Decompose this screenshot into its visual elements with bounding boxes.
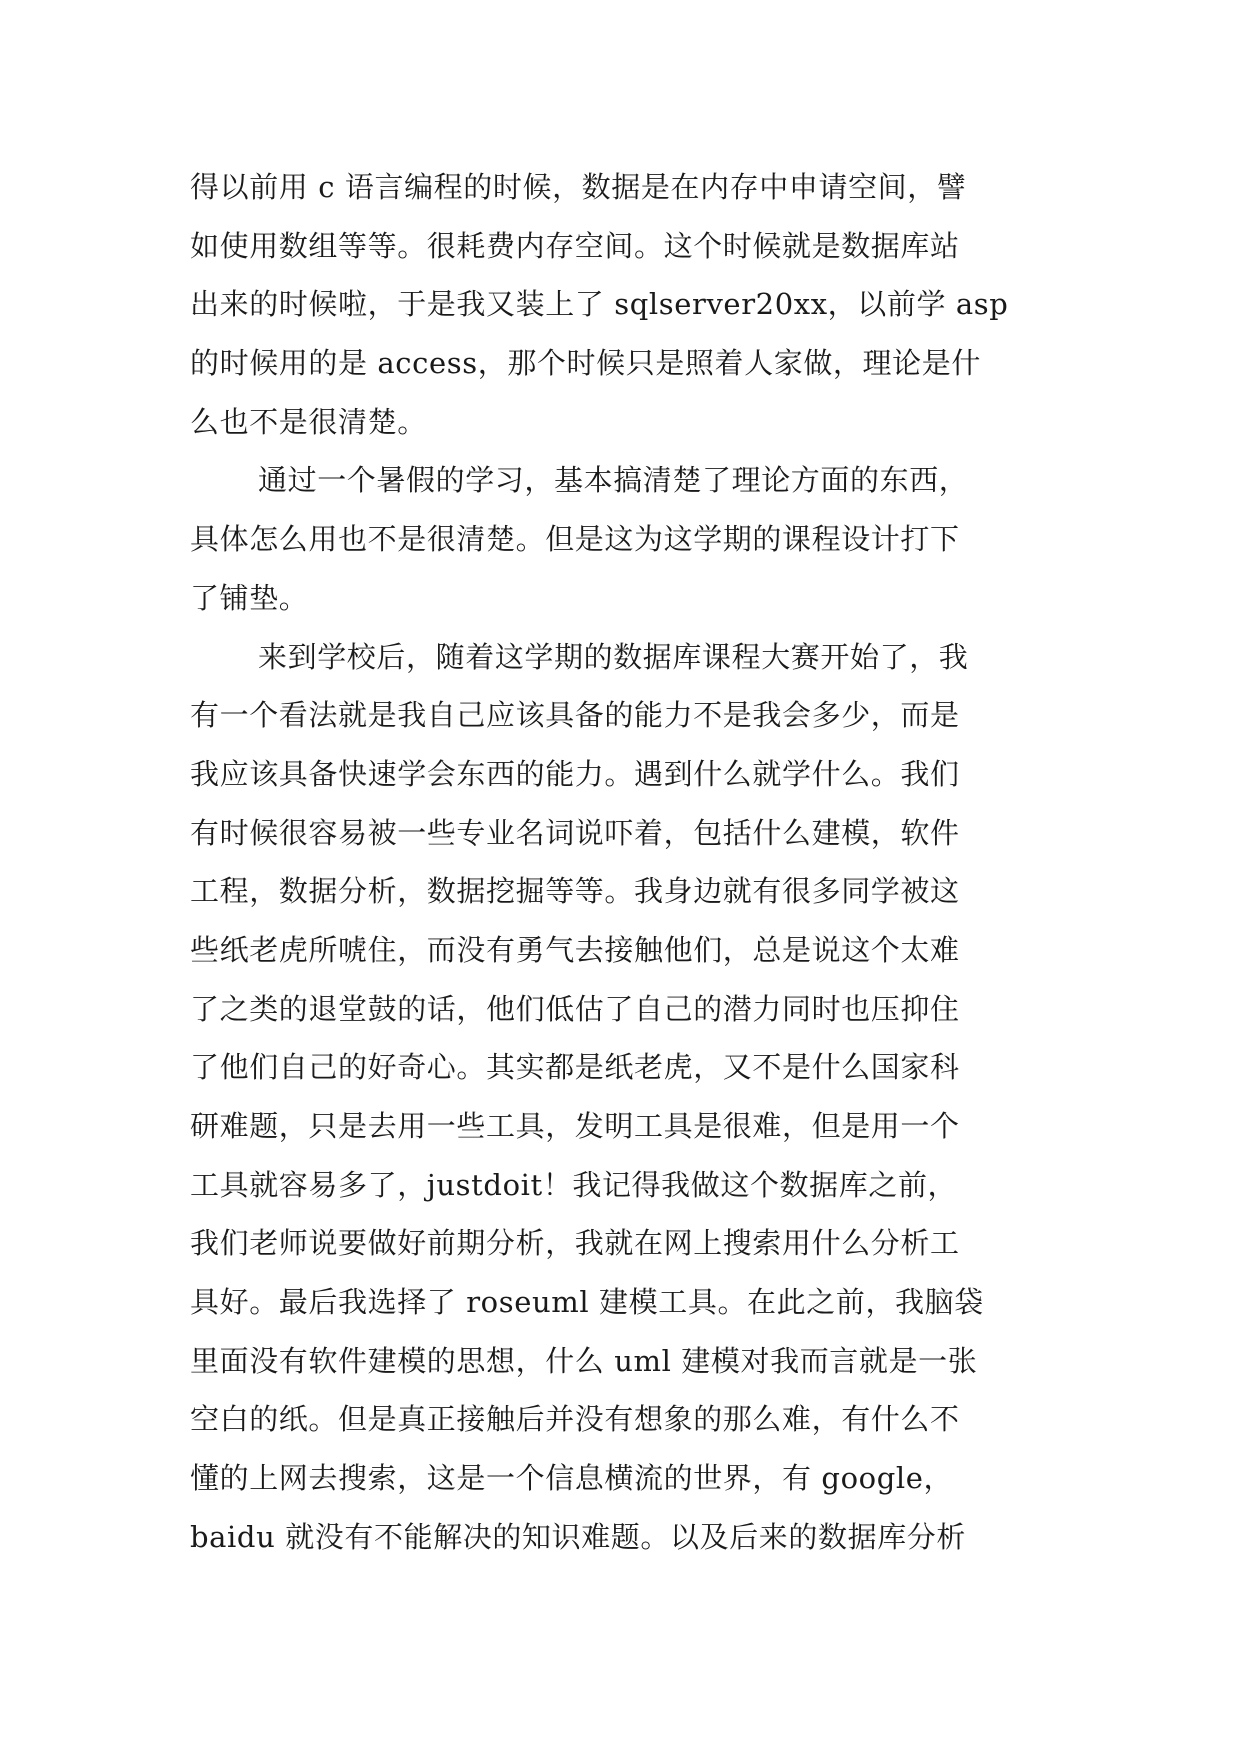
text-line: 了他们自己的好奇心。其实都是纸老虎，又不是什么国家科 [190, 1050, 960, 1085]
text-line: 空白的纸。但是真正接触后并没有想象的那么难，有什么不 [190, 1402, 960, 1437]
text-line: 工程，数据分析，数据挖掘等等。我身边就有很多同学被这 [190, 874, 960, 909]
text-line: 了之类的退堂鼓的话，他们低估了自己的潜力同时也压抑住 [190, 991, 960, 1026]
text-line-paragraph-start: 来到学校后，随着这学期的数据库课程大赛开始了，我 [258, 639, 969, 674]
text-line: 具好。最后我选择了 roseuml 建模工具。在此之前，我脑袋 [190, 1285, 984, 1320]
text-line: 里面没有软件建模的思想，什么 uml 建模对我而言就是一张 [190, 1343, 978, 1378]
text-line: baidu 就没有不能解决的知识难题。以及后来的数据库分析 [190, 1519, 966, 1554]
text-line: 些纸老虎所唬住，而没有勇气去接触他们，总是说这个太难 [190, 932, 960, 967]
text-line: 我们老师说要做好前期分析，我就在网上搜索用什么分析工 [190, 1226, 960, 1261]
text-line: 么也不是很清楚。 [190, 404, 427, 439]
text-line: 研难题，只是去用一些工具，发明工具是很难，但是用一个 [190, 1109, 960, 1143]
text-line: 懂的上网去搜索，这是一个信息横流的世界，有 google， [190, 1461, 954, 1496]
text-line: 有一个看法就是我自己应该具备的能力不是我会多少，而是 [190, 698, 960, 733]
text-line: 具体怎么用也不是很清楚。但是这为这学期的课程设计打下 [190, 522, 960, 557]
text-line: 如使用数组等等。很耗费内存空间。这个时候就是数据库站 [190, 228, 960, 263]
text-line: 出来的时候啦，于是我又装上了 sqlserver20xx，以前学 asp [190, 287, 1009, 322]
text-line: 得以前用 c 语言编程的时候，数据是在内存中申请空间，譬 [190, 170, 967, 204]
text-line-paragraph-start: 通过一个暑假的学习，基本搞清楚了理论方面的东西， [258, 463, 969, 498]
text-line: 我应该具备快速学会东西的能力。遇到什么就学什么。我们 [190, 756, 960, 791]
text-line: 的时候用的是 access，那个时候只是照着人家做，理论是什 [190, 346, 981, 381]
text-line: 工具就容易多了，justdoit！我记得我做这个数据库之前， [190, 1167, 958, 1202]
text-line: 有时候很容易被一些专业名词说吓着，包括什么建模，软件 [190, 815, 960, 850]
text-line: 了铺垫。 [190, 580, 309, 615]
document-body [190, 158, 1060, 1567]
